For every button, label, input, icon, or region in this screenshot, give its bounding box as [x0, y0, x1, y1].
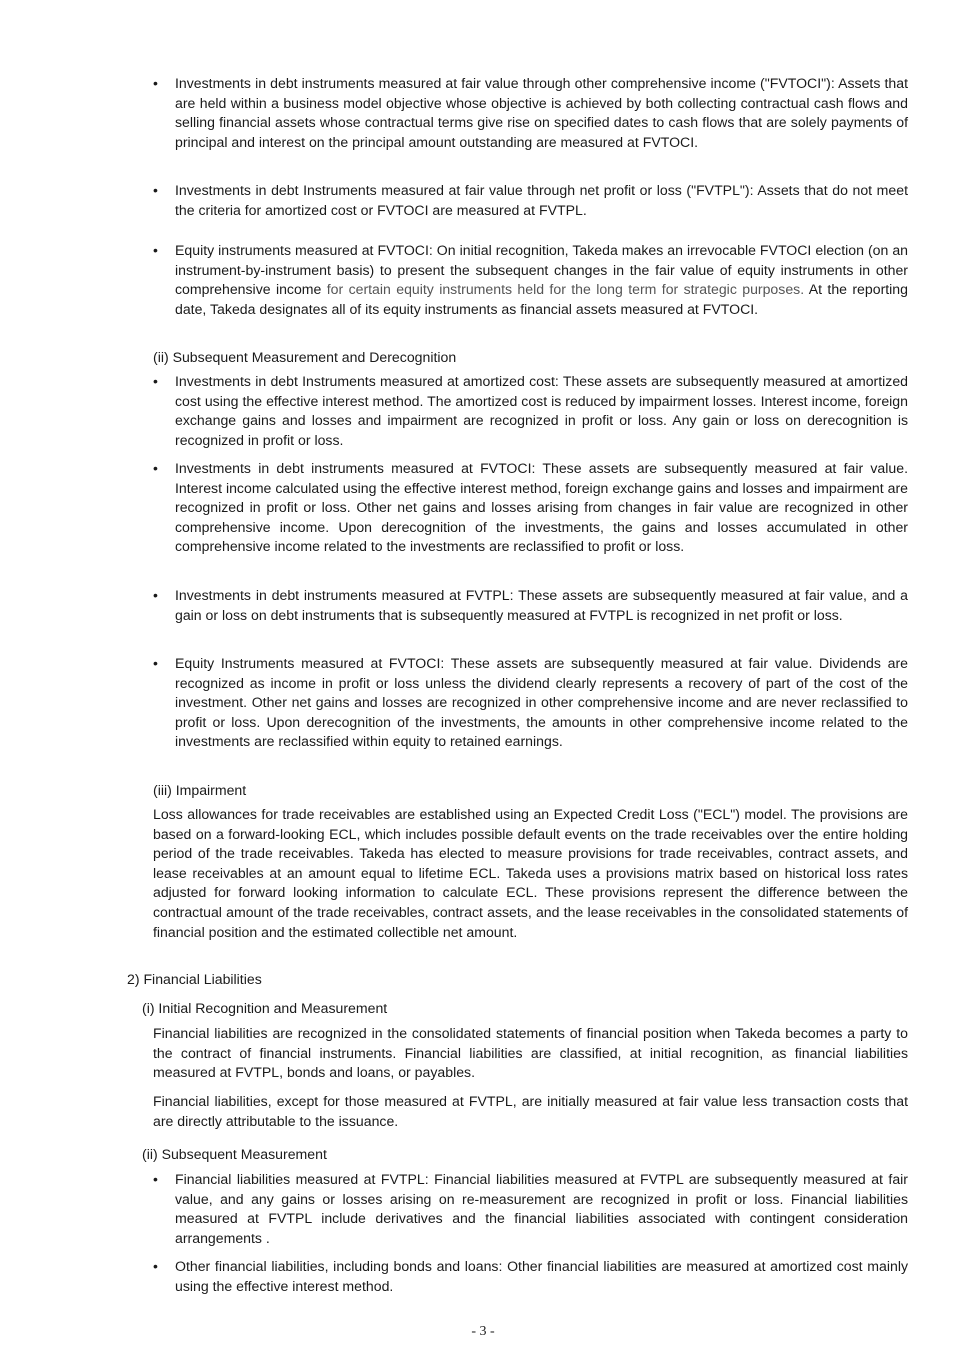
paragraph-impairment: Loss allowances for trade receivables are established using an Expected Credit Loss ("ECL") model. The provisions are based on a forward-looking ECL, which includes possible default events on the trade receivables over the entire holding period of the trade receivables. Takeda has elected to measure provisions for trade receivables, contract assets, and lease receivables at an amount equal to lifetime ECL. Takeda uses a provisions matrix based on historical loss rates adjusted for forward looking information to calculate ECL. These provisions represent the difference between the contractual amount of the trade receivables, contract assets, and the lease receivables in the consolidated statements of financial position and the estimated collectible net amount.	[153, 806, 908, 940]
bullet-marker: •	[153, 182, 158, 198]
bullet-text: Investments in debt instruments measured at FVTPL: These assets are subsequently measured at fair value, and a gain or loss on debt instruments that is subsequently measured at FVTPL is recognized in net profit or loss.	[175, 587, 908, 623]
bullet-text-muted-part: for certain equity instruments held for the long term for strategic purposes.	[326, 281, 805, 298]
bullet-text: Investments in debt instruments measured at fair value through other comprehensive income ("FVTOCI"): Assets that are held within a business model objective whose objective is achieved by both collecting contractual cash flows and selling financial assets whose contractual terms give rise on specified dates to cash flows that are solely payments of principal and interest on the principal amount outstanding are measured at FVTOCI.	[175, 75, 908, 150]
bullet-text: Investments in debt Instruments measured at fair value through net profit or loss ("FVTPL"): Assets that do not meet the criteria for amortized cost or FVTOCI are measured at FVTPL.	[175, 182, 908, 218]
bullet-marker: •	[153, 587, 158, 603]
bullet-equity-fvtoci-subsequent	[153, 654, 908, 752]
bullet-text: Equity Instruments measured at FVTOCI: These assets are subsequently measured at fair value. Dividends are recognized as income in profit or loss unless the dividend clearly represents a recovery of part of the cost of the investment. Other net gains and losses are recognized in other comprehensive income and are never reclassified to profit or loss. Upon derecognition of the investments, the amounts in other comprehensive income related to the investments are reclassified within equity to retained earnings.	[175, 655, 908, 750]
bullet-debt-fvtoci	[153, 74, 908, 152]
bullet-text: Financial liabilities measured at FVTPL: Financial liabilities measured at FVTPL are subsequently measured at fair value, and any gains or losses arising on re-measurement are recognized in profit or loss. Financial liabilities measured at FVTPL include derivatives and the financial liabilities associated with contingent consideration arrangements .	[175, 1171, 908, 1246]
bullet-debt-fvtpl	[153, 181, 908, 220]
bullet-other-liabilities	[153, 1257, 908, 1296]
heading-subsequent-measurement: (ii) Subsequent Measurement	[142, 1146, 327, 1162]
bullet-marker: •	[153, 1258, 158, 1274]
bullet-text: Investments in debt Instruments measured at amortized cost: These assets are subsequently measured at amortized cost using the effective interest method. The amortized cost is reduced by impairment losses. Interest income, foreign exchange gains and losses and impairment are recognized in profit or loss. Any gain or loss on derecognition is recognized in profit or loss.	[175, 373, 908, 448]
bullet-liabilities-fvtpl	[153, 1170, 908, 1248]
heading-financial-liabilities: 2) Financial Liabilities	[127, 971, 262, 987]
heading-impairment: (iii) Impairment	[153, 782, 247, 798]
bullet-text: Other financial liabilities, including bonds and loans: Other financial liabilities are measured at amortized cost mainly using the effective interest method.	[175, 1258, 908, 1294]
bullet-marker: •	[153, 75, 158, 91]
bullet-marker: •	[153, 242, 158, 258]
bullet-text-part: At the reporting date, Takeda designates all of its equity instruments as financial assets measured at FVTOCI.	[175, 281, 908, 317]
bullet-text-part: Equity instruments measured at FVTOCI: On initial recognition, Takeda makes an irrevocable FVTOCI election (on an instrument-by-instrument basis) to present the subsequent changes in the fair value of equity instruments in other comprehensive income	[175, 242, 908, 298]
bullet-marker: •	[153, 1171, 158, 1187]
heading-initial-recognition: (i) Initial Recognition and Measurement	[142, 1000, 388, 1016]
bullet-debt-fvtpl-subsequent	[153, 586, 908, 625]
bullet-marker: •	[153, 460, 158, 476]
bullet-marker: •	[153, 373, 158, 389]
bullet-equity-fvtoci-initial	[153, 241, 908, 319]
page-number: - 3 -	[471, 1324, 495, 1339]
bullet-marker: •	[153, 655, 158, 671]
paragraph-liabilities-recognition: Financial liabilities are recognized in the consolidated statements of financial position when Takeda becomes a party to the contract of financial instruments. Financial liabilities are classified, at initial recognition, as financial liabilities measured at FVTPL, bonds and loans, or payables.	[153, 1025, 908, 1081]
heading-subsequent-measurement-derecognition: (ii) Subsequent Measurement and Derecognition	[153, 349, 457, 365]
bullet-debt-fvtoci-subsequent	[153, 459, 908, 557]
bullet-text	[175, 241, 908, 319]
bullet-amortized-cost	[153, 372, 908, 450]
bullet-text: Investments in debt instruments measured at FVTOCI: These assets are subsequently measured at fair value. Interest income calculated using the effective interest method, foreign exchange gains and losses and impairment are recognized in profit or loss. Other net gains and losses arising from changes in fair value are recognized in other comprehensive income. Upon derecognition of the investments, the gains and losses accumulated in other comprehensive income related to the investments are reclassified to profit or loss.	[175, 460, 908, 555]
paragraph-liabilities-initial-measurement: Financial liabilities, except for those measured at FVTPL, are initially measured at fair value less transaction costs that are directly attributable to the issuance.	[153, 1093, 908, 1129]
